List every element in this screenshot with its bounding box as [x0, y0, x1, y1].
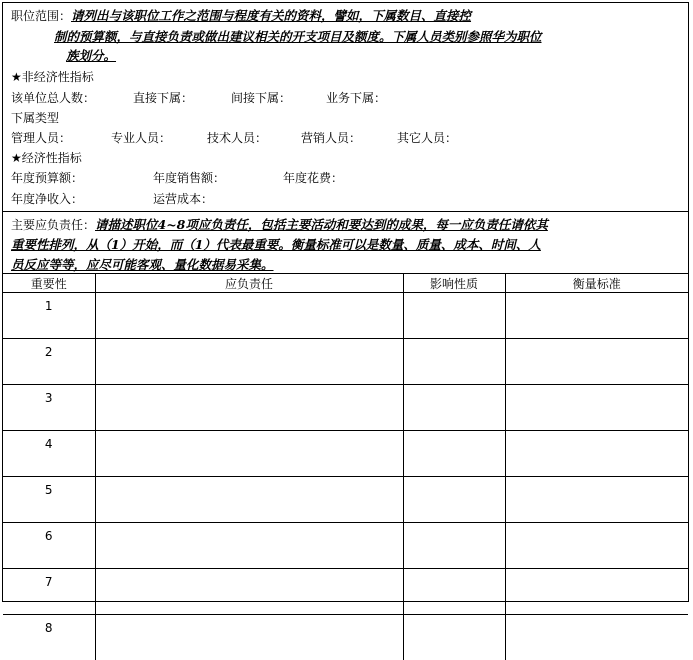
table-row [3, 431, 688, 477]
table-row [3, 339, 688, 385]
technical-staff-label: 技术人员： [207, 130, 267, 146]
direct-subordinates-label: 直接下属： [133, 90, 193, 106]
total-staff-label: 该单位总人数： [11, 91, 95, 105]
job-scope-section [3, 3, 688, 212]
scope-instruction-1: 请列出与该职位工作之范围与程度有关的资料，譬如，下属数目、直接控 [71, 8, 471, 23]
importance-cell: 8 [3, 615, 95, 660]
non-economic-header: ★非经济性指标 [11, 69, 94, 85]
budget-row [11, 170, 83, 186]
annual-expense-label: 年度花费： [283, 170, 343, 186]
impact-cell[interactable] [403, 615, 505, 660]
responsibilities-text-1: 请描述职位4~8项应负责任，包括主要活动和要达到的成果，每一应负责任请依其 [95, 217, 548, 232]
impact-cell[interactable] [403, 293, 505, 339]
importance-cell: 7 [3, 569, 95, 615]
measurement-cell[interactable] [505, 339, 688, 385]
measurement-cell[interactable] [505, 431, 688, 477]
importance-cell: 5 [3, 477, 95, 523]
responsibilities-text-2: 重要性排列，从（1）开始，而（1）代表最重要。衡量标准可以是数量、质量、成本、时间、人 [11, 237, 541, 252]
responsibility-cell[interactable] [95, 523, 403, 569]
responsibility-cell[interactable] [95, 339, 403, 385]
staff-count-row [11, 90, 95, 106]
responsibility-cell[interactable] [95, 385, 403, 431]
table-row [3, 293, 688, 339]
measurement-cell[interactable] [505, 477, 688, 523]
measurement-cell[interactable] [505, 523, 688, 569]
professional-staff-label: 专业人员： [111, 130, 171, 146]
responsibilities-text-3: 员反应等等，应尽可能客观、量化数据易采集。 [11, 257, 274, 272]
scope-line-2 [54, 29, 542, 45]
annual-net-income-label: 年度净收入： [11, 192, 83, 206]
impact-cell[interactable] [403, 385, 505, 431]
operating-cost-label: 运营成本： [153, 191, 213, 207]
table-row [3, 385, 688, 431]
importance-cell: 4 [3, 431, 95, 477]
management-staff-label: 管理人员： [11, 131, 71, 145]
measurement-cell[interactable] [505, 615, 688, 660]
marketing-staff-label: 营销人员： [301, 130, 361, 146]
importance-cell: 1 [3, 293, 95, 339]
income-row [11, 191, 83, 207]
impact-cell[interactable] [403, 477, 505, 523]
annual-budget-label: 年度预算额： [11, 171, 83, 185]
job-description-form [2, 2, 689, 602]
header-measurement-standard: 衡量标准 [505, 274, 688, 293]
header-importance: 重要性 [3, 274, 95, 293]
header-responsibility: 应负责任 [95, 274, 403, 293]
scope-line-3 [66, 48, 116, 64]
main-responsibilities-section [3, 211, 688, 274]
other-staff-label: 其它人员： [397, 130, 457, 146]
table-row [3, 615, 688, 660]
subordinate-type-label: 下属类型 [11, 110, 59, 126]
measurement-cell[interactable] [505, 293, 688, 339]
importance-cell: 3 [3, 385, 95, 431]
responsibility-cell[interactable] [95, 477, 403, 523]
subordinate-types-row [11, 130, 71, 146]
measurement-cell[interactable] [505, 385, 688, 431]
table-header-row [3, 274, 688, 293]
table-row [3, 523, 688, 569]
indirect-subordinates-label: 间接下属： [231, 90, 291, 106]
responsibilities-table [3, 273, 688, 660]
scope-line-1 [11, 8, 471, 24]
table-row [3, 569, 688, 615]
importance-cell: 6 [3, 523, 95, 569]
importance-cell: 2 [3, 339, 95, 385]
responsibility-cell[interactable] [95, 293, 403, 339]
impact-cell[interactable] [403, 523, 505, 569]
impact-cell[interactable] [403, 431, 505, 477]
header-impact-nature: 影响性质 [403, 274, 505, 293]
scope-instruction-3: 族划分。 [66, 48, 116, 63]
business-subordinates-label: 业务下属： [326, 90, 386, 106]
impact-cell[interactable] [403, 339, 505, 385]
responsibility-cell[interactable] [95, 431, 403, 477]
scope-instruction-2: 制的预算额，与直接负责或做出建议相关的开支项目及额度。下属人员类别参照华为职位 [54, 29, 542, 44]
measurement-cell[interactable] [505, 569, 688, 615]
economic-header: ★经济性指标 [11, 150, 82, 166]
responsibilities-instruction [11, 215, 683, 275]
impact-cell[interactable] [403, 569, 505, 615]
scope-label: 职位范围： [11, 9, 71, 23]
responsibility-cell[interactable] [95, 569, 403, 615]
table-row [3, 477, 688, 523]
annual-sales-label: 年度销售额： [153, 170, 225, 186]
responsibilities-label: 主要应负责任： [11, 218, 95, 232]
responsibility-cell[interactable] [95, 615, 403, 660]
